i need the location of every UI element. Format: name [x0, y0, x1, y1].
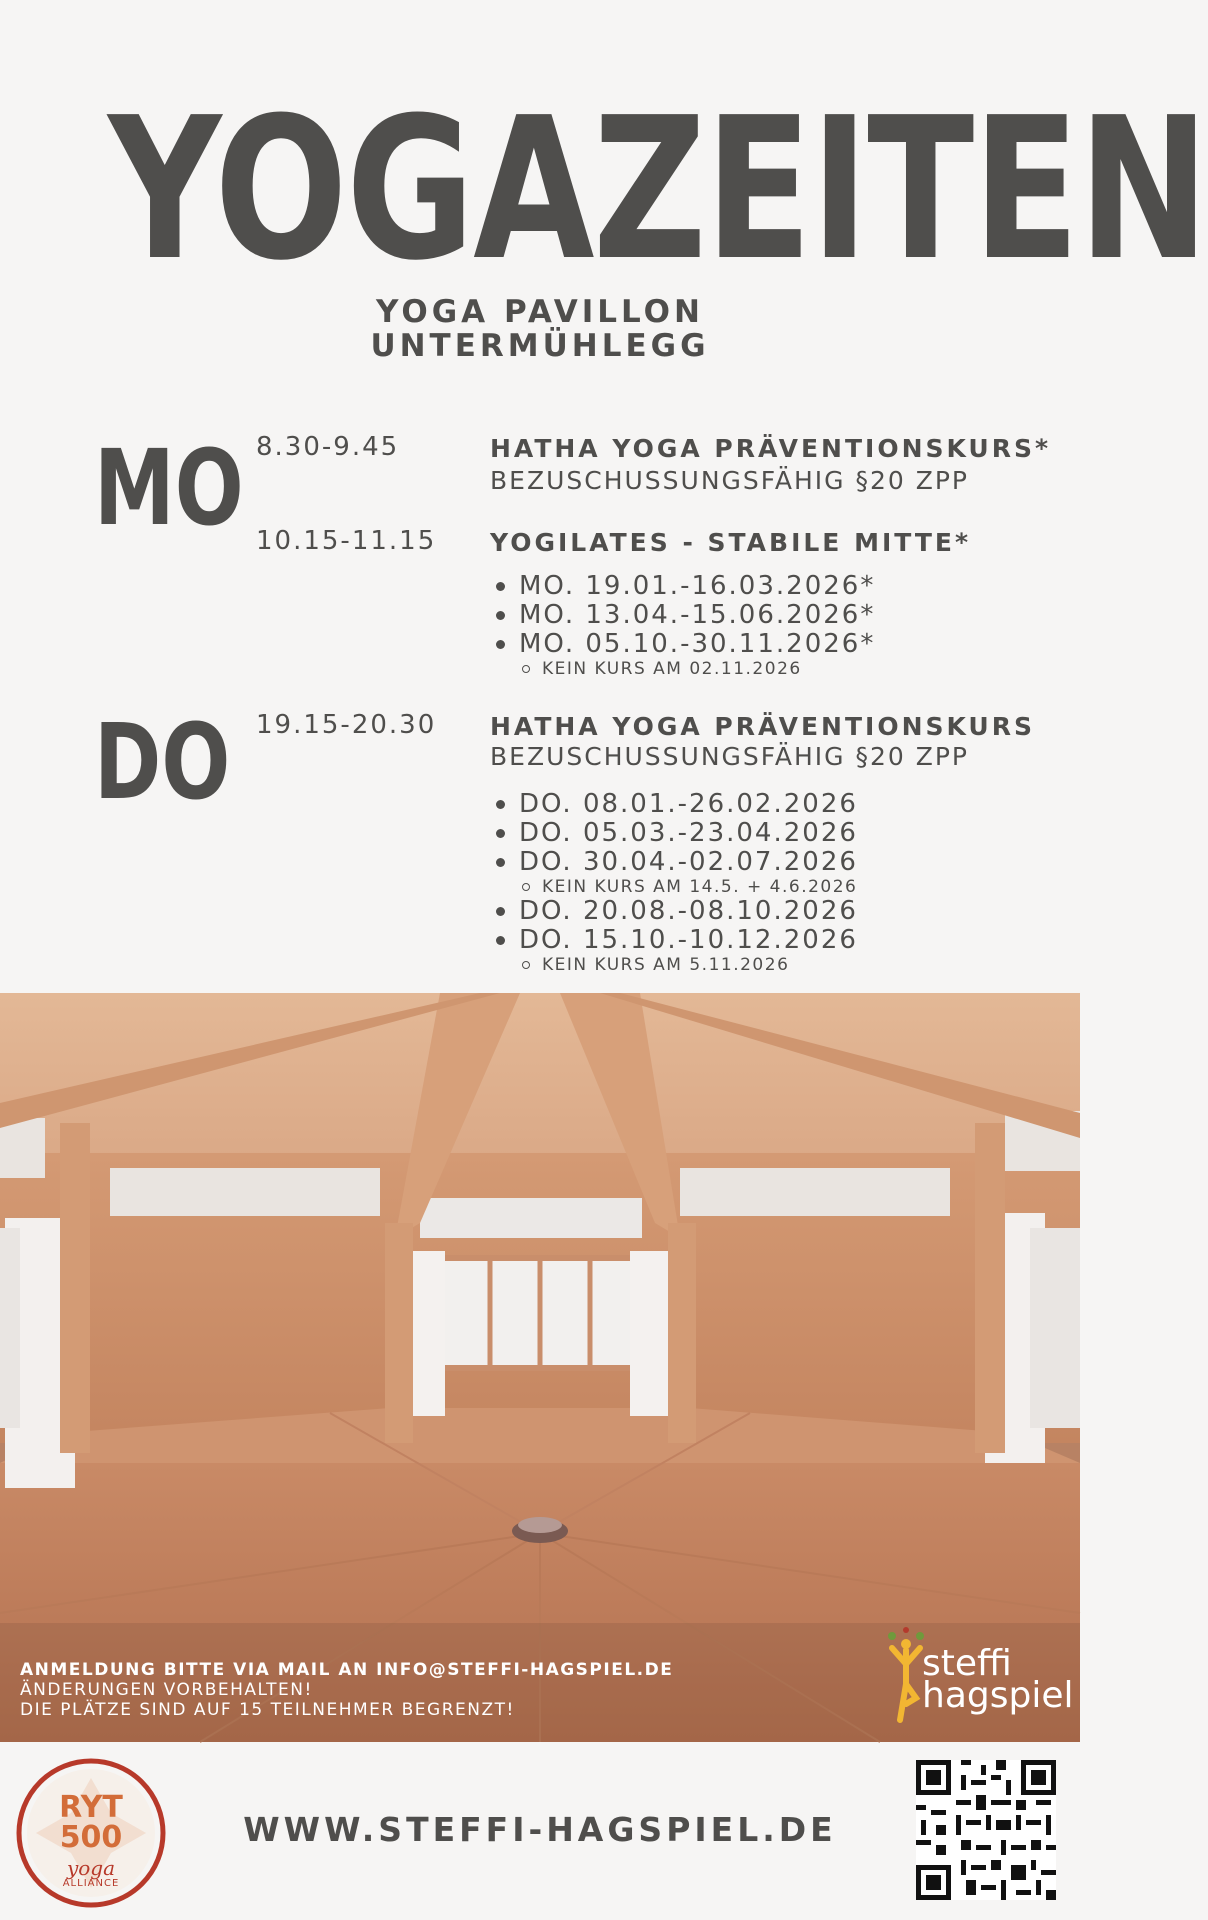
time-monday-slot-2: 10.15-11.15 [256, 526, 437, 556]
exception-note [522, 877, 858, 897]
list-item [496, 790, 858, 819]
date-range: MO. 19.01.-16.03.2026* [519, 571, 876, 601]
list-item [496, 926, 858, 955]
list-item [496, 572, 875, 601]
badge-number: 500 [59, 1820, 123, 1855]
exception-note [522, 659, 875, 679]
circle-bullet-icon [522, 961, 530, 969]
date-range: DO. 20.08.-08.10.2026 [519, 896, 858, 926]
exception-text: KEIN KURS AM 02.11.2026 [542, 659, 802, 679]
time-monday-slot-1: 8.30-9.45 [256, 432, 400, 462]
circle-bullet-icon [522, 883, 530, 891]
list-item [496, 601, 875, 630]
list-item [496, 897, 858, 926]
day-label-monday: MO [94, 427, 244, 549]
qr-code-icon[interactable] [916, 1760, 1056, 1900]
exception-text: KEIN KURS AM 5.11.2026 [542, 955, 790, 975]
list-item [496, 848, 858, 877]
time-thursday-slot-1: 19.15-20.30 [256, 710, 437, 740]
location-line-2: UNTERMÜHLEGG [370, 328, 710, 364]
website-link[interactable]: WWW.STEFFI-HAGSPIEL.DE [243, 1810, 837, 1849]
badge-yoga-label: yoga [66, 1856, 116, 1880]
circle-bullet-icon [522, 665, 530, 673]
location-line-1: YOGA PAVILLON [376, 294, 704, 330]
date-range: DO. 30.04.-02.07.2026 [519, 847, 858, 877]
date-range: DO. 08.01.-26.02.2026 [519, 789, 858, 819]
bullet-icon [496, 640, 505, 649]
course-title-monday-slot-2: YOGILATES - STABILE MITTE* [490, 528, 972, 557]
date-list-thursday [496, 790, 858, 975]
list-item [496, 630, 875, 659]
course-note-thursday-slot-1: BEZUSCHUSSUNGSFÄHIG §20 ZPP [490, 742, 969, 771]
date-range: DO. 15.10.-10.12.2026 [519, 925, 858, 955]
bullet-icon [496, 611, 505, 620]
bullet-icon [496, 800, 505, 809]
course-title-thursday-slot-1: HATHA YOGA PRÄVENTIONSKURS [490, 712, 1035, 741]
exception-text: KEIN KURS AM 14.5. + 4.6.2026 [542, 877, 858, 897]
course-title-monday-slot-1: HATHA YOGA PRÄVENTIONSKURS* [490, 434, 1052, 463]
exception-note [522, 955, 858, 975]
course-note-monday-slot-1: BEZUSCHUSSUNGSFÄHIG §20 ZPP [490, 466, 969, 495]
changes-reserved-note: ÄNDERUNGEN VORBEHALTEN! [20, 1680, 313, 1700]
badge-alliance-label: ALLIANCE [62, 1878, 120, 1889]
page-title: YOGAZEITEN [108, 76, 1208, 304]
badge-ryt-label: RYT [59, 1790, 123, 1825]
bullet-icon [496, 936, 505, 945]
participant-limit-note: DIE PLÄTZE SIND AUF 15 TEILNEHMER BEGRENZT! [20, 1700, 515, 1720]
bullet-icon [496, 582, 505, 591]
day-label-thursday: DO [94, 701, 231, 823]
bullet-icon [496, 829, 505, 838]
date-range: MO. 13.04.-15.06.2026* [519, 600, 876, 630]
date-range: MO. 05.10.-30.11.2026* [519, 629, 876, 659]
list-item [496, 819, 858, 848]
brand-name-line-1: steffi [922, 1643, 1012, 1684]
brand-name-line-2: hagspiel [922, 1675, 1074, 1716]
bullet-icon [496, 858, 505, 867]
date-list-monday [496, 572, 875, 679]
registration-note: ANMELDUNG BITTE VIA MAIL AN INFO@STEFFI-HAGSPIEL.DE [20, 1660, 674, 1680]
date-range: DO. 05.03.-23.04.2026 [519, 818, 858, 848]
bullet-icon [496, 907, 505, 916]
